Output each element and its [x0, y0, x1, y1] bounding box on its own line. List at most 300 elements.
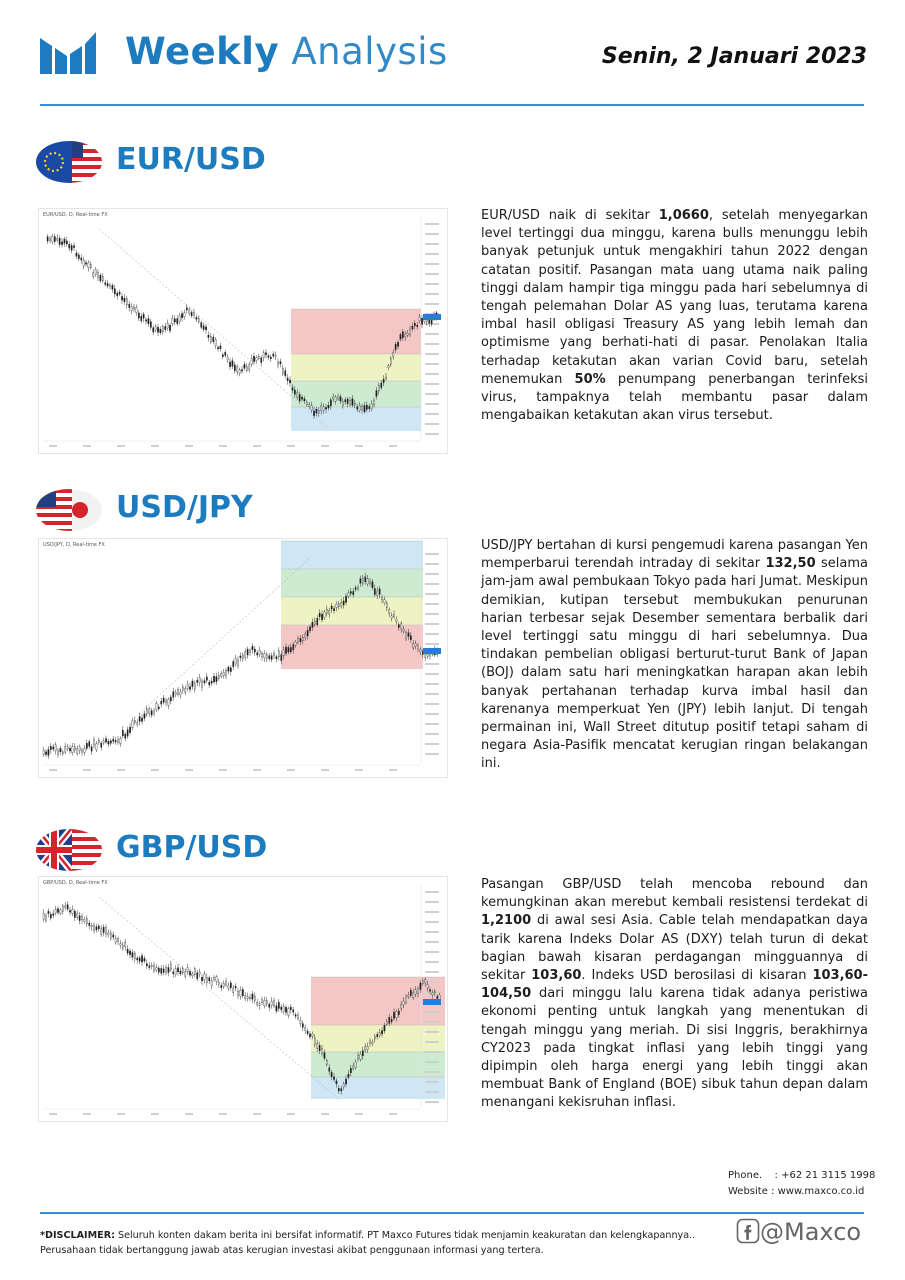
phone-number[interactable]: : +62 21 3115 1998 — [774, 1170, 876, 1181]
candle-body — [437, 996, 438, 998]
candle-body — [319, 1045, 320, 1050]
candle-body — [249, 650, 250, 652]
candle-body — [276, 1006, 277, 1011]
price-tick — [425, 633, 439, 635]
disclaimer — [40, 1228, 730, 1258]
candle-body — [333, 1077, 334, 1080]
candle-body — [407, 333, 408, 335]
candle-body — [372, 582, 373, 588]
price-tick — [425, 593, 439, 595]
facebook-icon[interactable] — [736, 1218, 760, 1244]
candle-body — [125, 942, 126, 947]
candle-body — [309, 627, 310, 631]
candle-body — [319, 613, 320, 617]
candle-body — [105, 283, 106, 285]
time-tick — [83, 1113, 91, 1115]
price-tick — [425, 673, 439, 675]
price-tick — [425, 1091, 439, 1093]
fib-zone — [281, 597, 423, 625]
candle-body — [317, 1043, 318, 1048]
disclaimer-label: *DISCLAIMER: — [40, 1230, 115, 1241]
candle-body — [273, 354, 274, 356]
candle-body — [285, 371, 286, 376]
candle-body — [237, 660, 238, 666]
price-tick — [425, 263, 439, 265]
candle-body — [220, 346, 221, 349]
candle-body — [343, 601, 344, 605]
candle-body — [76, 253, 77, 256]
candle-body — [52, 236, 53, 241]
candle-body — [307, 630, 308, 636]
text-run: di awal sesi Asia. Cable telah mendapatkan daya tarik karena Indeks Dolar AS (DXY) telah turun di dekat bagian bawah kisaran perdagangan mingguannya di sekitar — [481, 913, 868, 984]
social-handle-text[interactable]: @Maxco — [760, 1218, 862, 1246]
candle-body — [143, 314, 144, 318]
candle-body — [91, 747, 92, 751]
candle-body — [49, 239, 50, 241]
candle-body — [417, 989, 418, 994]
chart-usdjpy — [38, 538, 448, 778]
candle-body — [55, 745, 56, 751]
candle-body — [261, 653, 262, 657]
candle-body — [218, 675, 219, 678]
time-tick — [287, 769, 295, 771]
candle-body — [316, 409, 317, 413]
candle-body — [228, 986, 229, 988]
candle-body — [139, 958, 140, 962]
candle-body — [69, 748, 70, 751]
price-tick — [425, 333, 439, 335]
candle-body — [270, 357, 271, 359]
candle-body — [331, 1072, 332, 1077]
candle-body — [242, 655, 243, 658]
candle-body — [105, 927, 106, 933]
candle-body — [417, 645, 418, 649]
current-price-marker — [423, 648, 441, 654]
candle-body — [427, 654, 428, 656]
candle-body — [377, 1034, 378, 1036]
candle-body — [314, 1038, 315, 1044]
candle-body — [108, 933, 109, 935]
candle-body — [86, 919, 87, 924]
price-tick — [425, 1041, 439, 1043]
candle-body — [341, 1089, 342, 1091]
candle-body — [254, 649, 255, 652]
candle-body — [45, 752, 46, 755]
website-row — [728, 1184, 875, 1200]
candle-body — [372, 1042, 373, 1044]
candle-body — [276, 657, 277, 659]
candle-body — [165, 701, 166, 703]
candle-body — [175, 692, 176, 695]
candle-body — [403, 1001, 404, 1005]
price-tick — [425, 733, 439, 735]
price-tick — [425, 713, 439, 715]
candle-body — [345, 596, 346, 602]
candle-body — [47, 237, 48, 241]
candle-body — [297, 639, 298, 643]
candle-body — [389, 1017, 390, 1023]
candle-body — [133, 307, 134, 309]
candle-body — [350, 592, 351, 594]
candle-body — [182, 969, 183, 973]
candle-body — [132, 953, 133, 957]
candle-body — [376, 391, 377, 397]
price-tick — [425, 981, 439, 983]
candle-body — [405, 633, 406, 638]
candle-body — [79, 916, 80, 921]
candle-body — [357, 587, 358, 589]
chart-eurusd-plot — [39, 209, 447, 453]
candle-body — [403, 629, 404, 631]
candle-body — [122, 730, 123, 736]
candle-body — [103, 741, 104, 743]
candle-body — [402, 332, 403, 338]
price-tick — [425, 1101, 439, 1103]
candle-body — [245, 652, 246, 658]
candle-body — [223, 983, 224, 986]
candle-body — [177, 968, 178, 972]
candle-body — [196, 317, 197, 319]
candle-body — [156, 968, 157, 970]
candle-body — [434, 991, 435, 993]
candle-body — [73, 246, 74, 248]
candle-body — [415, 990, 416, 994]
chart-usdjpy-header: USD/JPY, D, Real-time FX — [43, 542, 105, 548]
time-tick — [287, 1113, 295, 1115]
time-tick — [253, 1113, 261, 1115]
candle-body — [209, 682, 210, 685]
price-tick — [425, 1051, 439, 1053]
candle-body — [424, 320, 425, 322]
candle-body — [252, 646, 253, 649]
candle-body — [88, 263, 89, 268]
candle-body — [257, 653, 258, 655]
candle-body — [170, 964, 171, 970]
candle-body — [429, 320, 430, 324]
candle-body — [281, 1007, 282, 1010]
candle-body — [72, 747, 73, 753]
candle-body — [268, 356, 269, 358]
candle-body — [361, 407, 362, 410]
candle-body — [333, 609, 334, 611]
candle-body — [381, 383, 382, 388]
price-tick — [425, 283, 439, 285]
candle-body — [206, 977, 207, 982]
candle-body — [158, 968, 159, 972]
candle-body — [189, 971, 190, 975]
candle-body — [77, 914, 78, 918]
candle-body — [343, 1084, 344, 1087]
text-run: . Indeks USD berosilasi di kisaran — [581, 968, 813, 984]
candle-body — [228, 667, 229, 671]
candle-body — [216, 677, 217, 682]
candle-body — [165, 326, 166, 329]
candle-body — [379, 1033, 380, 1036]
candle-body — [266, 654, 267, 658]
candle-body — [261, 358, 262, 363]
candle-body — [96, 744, 97, 750]
candle-body — [93, 273, 94, 277]
candle-body — [122, 945, 123, 948]
report-date: Senin, 2 Januari 2023 — [601, 44, 867, 69]
candle-body — [141, 316, 142, 321]
candle-body — [169, 325, 170, 331]
candle-body — [180, 692, 181, 695]
time-tick — [185, 769, 193, 771]
candle-body — [69, 244, 70, 248]
candle-body — [408, 995, 409, 997]
candle-body — [101, 743, 102, 747]
candle-body — [294, 390, 295, 394]
candle-body — [292, 388, 293, 391]
candle-body — [211, 981, 212, 986]
price-tick — [425, 383, 439, 385]
candle-body — [251, 358, 252, 364]
price-tick — [425, 273, 439, 275]
candle-body — [288, 1009, 289, 1015]
candle-body — [421, 318, 422, 324]
candle-body — [109, 285, 110, 287]
candle-body — [134, 953, 135, 959]
candle-body — [62, 752, 63, 754]
candle-body — [379, 589, 380, 595]
candle-body — [369, 1041, 370, 1043]
time-tick — [389, 769, 397, 771]
candle-body — [249, 997, 250, 999]
candle-body — [161, 701, 162, 704]
candle-body — [162, 327, 163, 332]
candle-body — [318, 411, 319, 413]
candle-body — [300, 638, 301, 641]
price-tick — [425, 1021, 439, 1023]
candle-body — [371, 404, 372, 409]
candle-body — [374, 1036, 375, 1039]
analysis-text-usdjpy — [481, 537, 868, 774]
candle-body — [201, 323, 202, 328]
candle-body — [281, 655, 282, 661]
candle-body — [309, 405, 310, 407]
highlight-value: 50% — [574, 371, 606, 387]
time-tick — [83, 769, 91, 771]
website-label: Website — [728, 1186, 768, 1197]
price-tick — [425, 1031, 439, 1033]
candle-body — [326, 1060, 327, 1064]
candle-body — [57, 751, 58, 755]
candle-body — [113, 935, 114, 937]
pair-title-usdjpy: USD/JPY — [116, 490, 253, 525]
chart-eurusd — [38, 208, 448, 454]
candle-body — [348, 1074, 349, 1077]
candle-body — [391, 616, 392, 618]
candle-body — [117, 293, 118, 296]
price-tick — [425, 573, 439, 575]
highlight-value: 1,0660 — [658, 208, 709, 223]
candle-body — [425, 979, 426, 983]
candle-body — [85, 263, 86, 265]
candle-body — [98, 740, 99, 742]
analysis-text-eurusd — [481, 207, 868, 425]
candle-body — [137, 723, 138, 725]
candle-body — [197, 973, 198, 979]
candle-body — [124, 298, 125, 302]
candle-body — [400, 335, 401, 340]
candle-body — [53, 747, 54, 749]
candle-body — [96, 927, 97, 930]
candle-body — [237, 367, 238, 372]
candle-body — [132, 721, 133, 727]
candle-body — [83, 260, 84, 266]
candle-body — [353, 1066, 354, 1068]
text-run: selama jam-jam awal pembukaan Tokyo pada hari Jumat. Meskipun demikian, kutipan tersebut membukukan penurunan harian terbesar sejak Desember sementara berbalik dari level tertinggi satu minggu di hari sebelumnya. Dua tindakan pembelian obligasi berturut-turut Bank of Japan (BOJ) dalam satu hari meningkatkan harapan akan lebih banyak pertahanan terhadap kurva imbal hasil dan karenanya memperkuat Yen (JPY) lebih lanjut. Di tengah permainan ini, Wall Street ditutup positif tetapi saham di negara Asia-Pasifik mencatat kerugian ringan belakangan ini. — [481, 556, 868, 772]
candle-body — [419, 317, 420, 321]
highlight-value: 1,2100 — [481, 913, 532, 929]
time-tick — [117, 1113, 125, 1115]
price-tick — [425, 353, 439, 355]
candle-body — [48, 750, 49, 756]
candle-body — [153, 711, 154, 714]
candle-body — [81, 916, 82, 920]
candle-body — [427, 985, 428, 988]
candle-body — [340, 397, 341, 402]
candle-body — [381, 598, 382, 600]
candle-body — [235, 658, 236, 664]
candle-body — [146, 964, 147, 966]
candle-body — [263, 353, 264, 358]
candle-body — [273, 1001, 274, 1006]
candle-body — [213, 977, 214, 979]
candle-body — [199, 972, 200, 974]
candle-body — [221, 674, 222, 676]
candle-body — [204, 974, 205, 980]
candle-body — [157, 327, 158, 332]
candle-body — [337, 397, 338, 399]
candle-body — [150, 322, 151, 328]
candle-body — [269, 1004, 270, 1007]
candle-body — [113, 739, 114, 741]
candle-body — [285, 1007, 286, 1012]
candle-body — [275, 355, 276, 357]
text-run: penumpang penerbangan terinfeksi virus, tampaknya telah membantu pasar dalam mengabaikan ketakutan akan virus tersebut. — [481, 371, 868, 424]
candle-body — [57, 238, 58, 240]
candle-body — [81, 258, 82, 260]
candle-body — [208, 335, 209, 337]
candle-body — [79, 747, 80, 751]
highlight-value: 132,50 — [765, 556, 816, 572]
gb-us-flag-icon — [36, 828, 102, 872]
candle-body — [186, 308, 187, 310]
candle-body — [295, 642, 296, 645]
fib-zone — [311, 1077, 445, 1099]
price-tick — [425, 683, 439, 685]
candle-body — [222, 355, 223, 357]
candle-body — [53, 914, 54, 916]
price-tick — [425, 363, 439, 365]
candle-body — [357, 1056, 358, 1059]
candle-body — [241, 370, 242, 372]
price-tick — [425, 423, 439, 425]
candle-body — [213, 676, 214, 682]
candle-body — [64, 239, 65, 243]
candle-body — [145, 320, 146, 322]
candle-body — [193, 312, 194, 315]
candle-body — [127, 949, 128, 953]
candle-body — [323, 407, 324, 410]
candle-body — [321, 1048, 322, 1053]
page-title-bold: Weekly — [125, 30, 280, 73]
candle-body — [192, 681, 193, 686]
time-tick — [355, 445, 363, 447]
candle-body — [362, 578, 363, 583]
candle-body — [350, 1068, 351, 1073]
candle-body — [167, 323, 168, 328]
candle-body — [173, 692, 174, 698]
candle-body — [229, 362, 230, 367]
candle-body — [367, 1046, 368, 1049]
candle-body — [114, 289, 115, 294]
candle-body — [385, 377, 386, 379]
candle-body — [151, 711, 152, 715]
candle-body — [415, 644, 416, 647]
candle-body — [160, 329, 161, 333]
time-tick — [185, 1113, 193, 1115]
candle-body — [71, 246, 72, 251]
candle-body — [366, 405, 367, 409]
candle-body — [266, 1001, 267, 1004]
social-handle[interactable] — [736, 1218, 861, 1246]
candle-body — [393, 353, 394, 358]
candle-body — [273, 653, 274, 656]
candle-body — [249, 364, 250, 369]
candle-body — [302, 638, 303, 641]
price-tick — [425, 693, 439, 695]
price-tick — [425, 1011, 439, 1013]
price-tick — [425, 971, 439, 973]
candle-body — [333, 397, 334, 399]
website-link[interactable]: : www.maxco.co.id — [771, 1186, 865, 1197]
us-jp-flag-icon — [36, 488, 102, 532]
candle-body — [401, 1004, 402, 1008]
candle-body — [90, 264, 91, 267]
candle-body — [256, 357, 257, 360]
candle-body — [191, 312, 192, 315]
candle-body — [365, 1047, 366, 1050]
time-tick — [117, 445, 125, 447]
price-tick — [425, 991, 439, 993]
candle-body — [398, 1011, 399, 1015]
candle-body — [199, 677, 200, 682]
candle-body — [369, 406, 370, 408]
candle-body — [352, 399, 353, 405]
candle-body — [203, 326, 204, 330]
candle-body — [309, 1034, 310, 1037]
candle-body — [405, 334, 406, 337]
candle-body — [189, 310, 190, 314]
price-tick — [425, 233, 439, 235]
candle-body — [258, 356, 259, 358]
highlight-value: 103,60-104,50 — [481, 968, 868, 1002]
candle-body — [170, 697, 171, 701]
candle-body — [405, 998, 406, 1003]
candle-body — [377, 591, 378, 596]
candle-body — [360, 1054, 361, 1059]
candle-body — [305, 1027, 306, 1030]
candle-body — [69, 910, 70, 912]
candle-body — [410, 990, 411, 995]
candle-body — [355, 1062, 356, 1068]
chart-gbpusd-header: GBP/USD, D, Real-time FX — [43, 880, 108, 886]
candle-body — [321, 406, 322, 411]
candle-body — [237, 991, 238, 995]
